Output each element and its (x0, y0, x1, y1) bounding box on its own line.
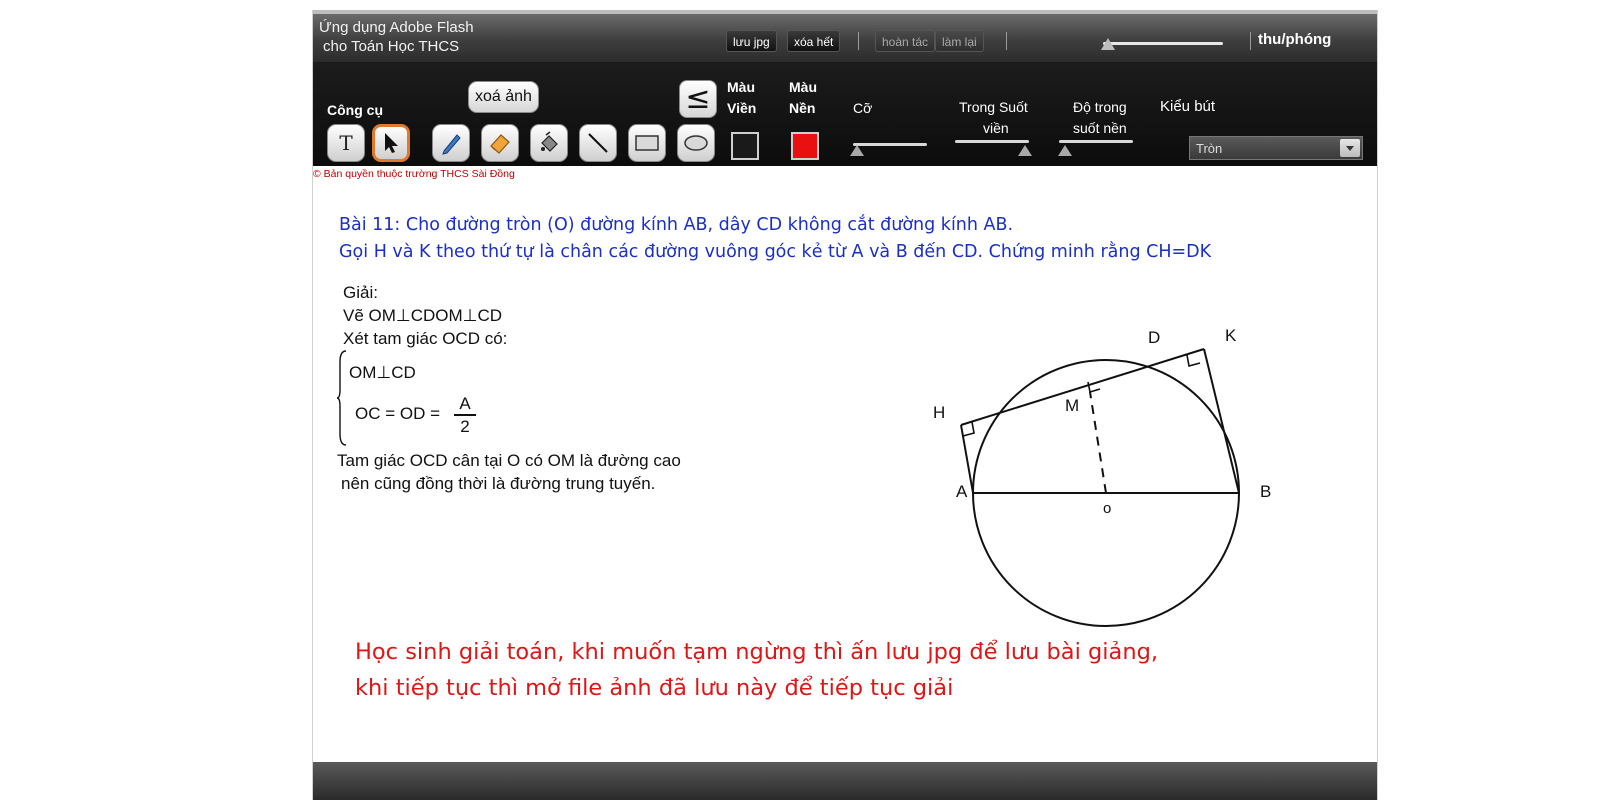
pen-tool-button[interactable] (432, 124, 470, 162)
condition-equal-radii: OC = OD = (355, 404, 441, 423)
solution-step1: Vẽ OM⊥CDOM⊥CD (343, 306, 503, 325)
flash-app-window (312, 10, 1378, 800)
radius-fraction (453, 394, 477, 438)
brush-style-value: Tròn (1196, 141, 1223, 156)
undo-button[interactable]: hoàn tác (875, 30, 935, 52)
app-title-line1: Ứng dụng Adobe Flash (319, 19, 474, 36)
border-opacity-slider-track[interactable] (955, 140, 1029, 143)
tools-label: Công cụ (327, 102, 383, 118)
system-brace (337, 350, 347, 446)
toolbar-divider (858, 32, 859, 50)
instruction-note (355, 634, 1158, 706)
fill-opacity-slider-track[interactable] (1059, 140, 1133, 143)
border-opacity-label-2: viền (983, 120, 1009, 136)
select-tool-button[interactable] (372, 124, 410, 162)
fraction-denominator: 2 (460, 416, 470, 436)
zoom-slider-thumb[interactable] (1101, 38, 1115, 50)
toolbar-divider (1006, 32, 1007, 50)
cursor-arrow-icon (380, 131, 402, 155)
size-label: Cỡ (853, 100, 873, 116)
brush-style-select[interactable] (1189, 136, 1363, 160)
label-h: H (933, 403, 946, 422)
condition-perpendicular: OM⊥CD (349, 363, 416, 382)
fill-opacity-label-1: Độ trong (1073, 99, 1127, 115)
zoom-label: thu/phóng (1258, 31, 1332, 48)
top-bar (313, 10, 1377, 62)
fill-color-label-2: Nền (789, 100, 816, 116)
chevron-down-icon[interactable] (1340, 139, 1360, 157)
label-k: K (1225, 326, 1237, 345)
fill-opacity-slider-thumb[interactable] (1058, 145, 1072, 156)
label-o: o (1103, 500, 1112, 517)
ellipse-tool-button[interactable] (677, 124, 715, 162)
rectangle-icon (633, 132, 661, 154)
toolbar-divider (1250, 32, 1251, 50)
rectangle-tool-button[interactable] (628, 124, 666, 162)
zoom-slider-track[interactable] (1103, 42, 1223, 45)
label-d: D (1148, 328, 1161, 347)
right-angle-k (1187, 355, 1200, 366)
border-color-label-2: Viền (727, 100, 757, 116)
text-tool-glyph: T (339, 131, 353, 155)
app-title (319, 18, 474, 56)
segment-om (1090, 392, 1106, 493)
size-slider-track[interactable] (853, 143, 927, 146)
instruction-line2: khi tiếp tục thì mở file ảnh đã lưu này để tiếp tục giải (355, 675, 954, 701)
fill-color-label-1: Màu (789, 79, 817, 95)
solution-heading: Giải: (343, 283, 378, 302)
line-tool-button[interactable] (579, 124, 617, 162)
brush-style-label: Kiểu bút (1160, 98, 1216, 115)
redo-button[interactable]: làm lại (935, 30, 984, 52)
border-opacity-label-1: Trong Suốt (959, 99, 1028, 115)
delete-image-button[interactable]: xoá ảnh (468, 81, 539, 113)
app-title-line2: cho Toán Học THCS (323, 38, 460, 55)
label-a: A (956, 482, 968, 501)
less-equal-button[interactable]: ≤ (679, 80, 717, 118)
save-jpg-button[interactable]: lưu jpg (726, 30, 777, 52)
bottom-bar (313, 762, 1377, 800)
geometry-diagram (933, 315, 1303, 635)
copyright-notice: © Bản quyền thuộc trường THCS Sài Đồng (313, 168, 515, 180)
eraser-tool-button[interactable] (481, 124, 519, 162)
pen-icon (438, 130, 464, 156)
solution-step4: nên cũng đồng thời là đường trung tuyến. (341, 474, 656, 493)
line-icon (585, 130, 611, 156)
text-tool-button[interactable] (327, 124, 365, 162)
line-hk (961, 349, 1204, 425)
problem-line2: Gọi H và K theo thứ tự là chân các đường vuông góc kẻ từ A và B đến CD. Chứng minh rằng CH=DK (339, 242, 1212, 262)
instruction-line1: Học sinh giải toán, khi muốn tạm ngừng thì ấn lưu jpg để lưu bài giảng, (355, 639, 1159, 665)
problem-statement (339, 212, 1211, 266)
border-opacity-slider-thumb[interactable] (1018, 145, 1032, 156)
fill-opacity-label-2: suốt nền (1073, 120, 1127, 136)
border-color-swatch[interactable] (731, 132, 759, 160)
solution-step2: Xét tam giác OCD có: (343, 329, 508, 348)
segment-bk (1204, 349, 1239, 493)
problem-line1: Bài 11: Cho đường tròn (O) đường kính AB, dây CD không cắt đường kính AB. (339, 215, 1014, 235)
fill-bucket-tool-button[interactable] (530, 124, 568, 162)
clear-all-button[interactable]: xóa hết (787, 30, 840, 52)
fraction-numerator: A (459, 394, 471, 413)
fill-color-swatch[interactable] (791, 132, 819, 160)
label-m: M (1065, 396, 1080, 415)
label-b: B (1260, 482, 1272, 501)
solution-step3: Tam giác OCD cân tại O có OM là đường cao (337, 451, 681, 470)
size-slider-thumb[interactable] (850, 145, 864, 156)
paint-bucket-icon (536, 130, 562, 156)
eraser-icon (487, 130, 513, 156)
ellipse-icon (682, 132, 710, 154)
border-color-label-1: Màu (727, 79, 755, 95)
